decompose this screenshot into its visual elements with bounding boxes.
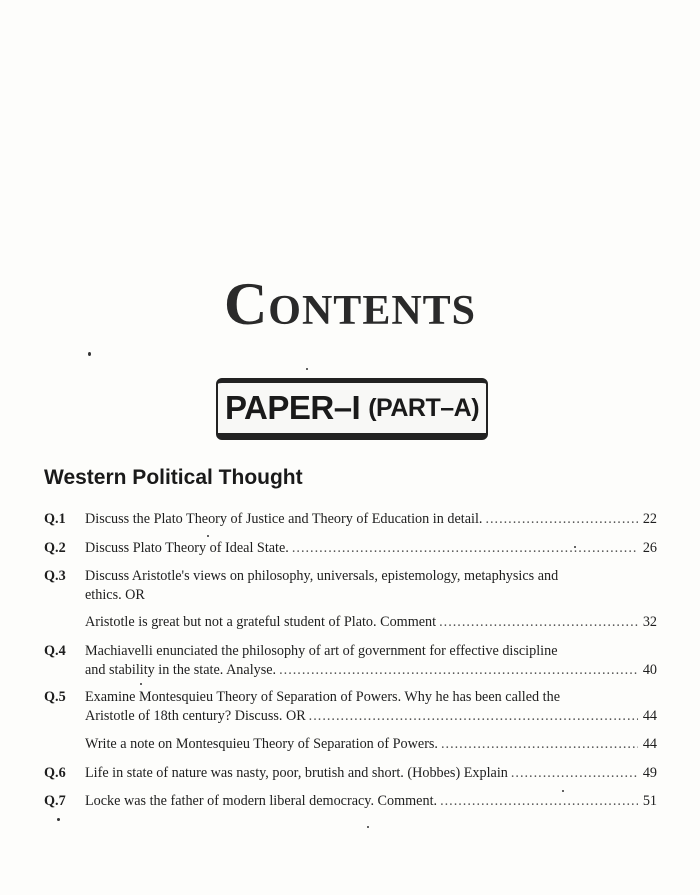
entry-text: Write a note on Montesquieu Theory of Separation of Powers. — [85, 736, 438, 752]
page-number: 49 — [642, 765, 657, 781]
scan-speck — [207, 535, 209, 537]
question-number: Q.1 — [44, 511, 66, 527]
page-number: 22 — [642, 511, 657, 527]
scan-speck — [367, 826, 369, 828]
leader-dots — [440, 792, 638, 811]
question-number: Q.3 — [44, 568, 66, 584]
leader-dots — [292, 539, 638, 558]
scan-speck — [140, 683, 142, 685]
page-number: 32 — [642, 614, 657, 630]
page-number: 51 — [642, 793, 657, 809]
entry-text: Aristotle is great but not a grateful student of Plato. Comment — [85, 614, 437, 630]
page-number: 26 — [642, 540, 657, 556]
leader-dots — [511, 764, 638, 783]
leader-dots — [309, 707, 638, 726]
entry-text: Discuss Plato Theory of Ideal State. — [85, 540, 289, 556]
page-number: 44 — [642, 708, 657, 724]
leader-dots — [485, 510, 638, 529]
entry-text: Locke was the father of modern liberal democracy. Comment. — [85, 793, 438, 809]
leader-dots — [439, 613, 638, 632]
paper-label: PAPER–I — [224, 389, 361, 426]
entry-text: and stability in the state. Analyse. — [85, 662, 277, 678]
entry-text: Aristotle of 18th century? Discuss. OR — [85, 708, 306, 724]
page-number: 40 — [642, 662, 657, 678]
entry-text: ethics. OR — [85, 587, 145, 603]
entry-text: Machiavelli enunciated the philosophy of art of government for effective discipline — [85, 643, 558, 659]
scan-speck — [88, 352, 91, 356]
question-number: Q.2 — [44, 540, 66, 556]
entry-text: Examine Montesquieu Theory of Separation of Powers. Why he has been called the — [85, 689, 561, 705]
question-number: Q.7 — [44, 793, 66, 809]
page-number: 44 — [642, 736, 657, 752]
page-title: Contents — [223, 271, 477, 337]
entry-text: Discuss Aristotle's views on philosophy, universals, epistemology, metaphysics and — [85, 568, 559, 584]
scan-speck — [57, 818, 60, 821]
leader-dots — [279, 661, 638, 680]
scan-speck — [306, 368, 308, 370]
entry-text: Life in state of nature was nasty, poor, brutish and short. (Hobbes) Explain — [85, 765, 508, 781]
question-number: Q.6 — [44, 765, 66, 781]
leader-dots — [441, 735, 638, 754]
entry-text: Discuss the Plato Theory of Justice and Theory of Education in detail. — [85, 511, 483, 527]
paper-part-label: (PART–A) — [368, 393, 480, 422]
section-heading: Western Political Thought — [44, 466, 303, 489]
question-number: Q.4 — [44, 643, 66, 659]
question-number: Q.5 — [44, 689, 66, 705]
paper-heading-box — [216, 378, 488, 440]
